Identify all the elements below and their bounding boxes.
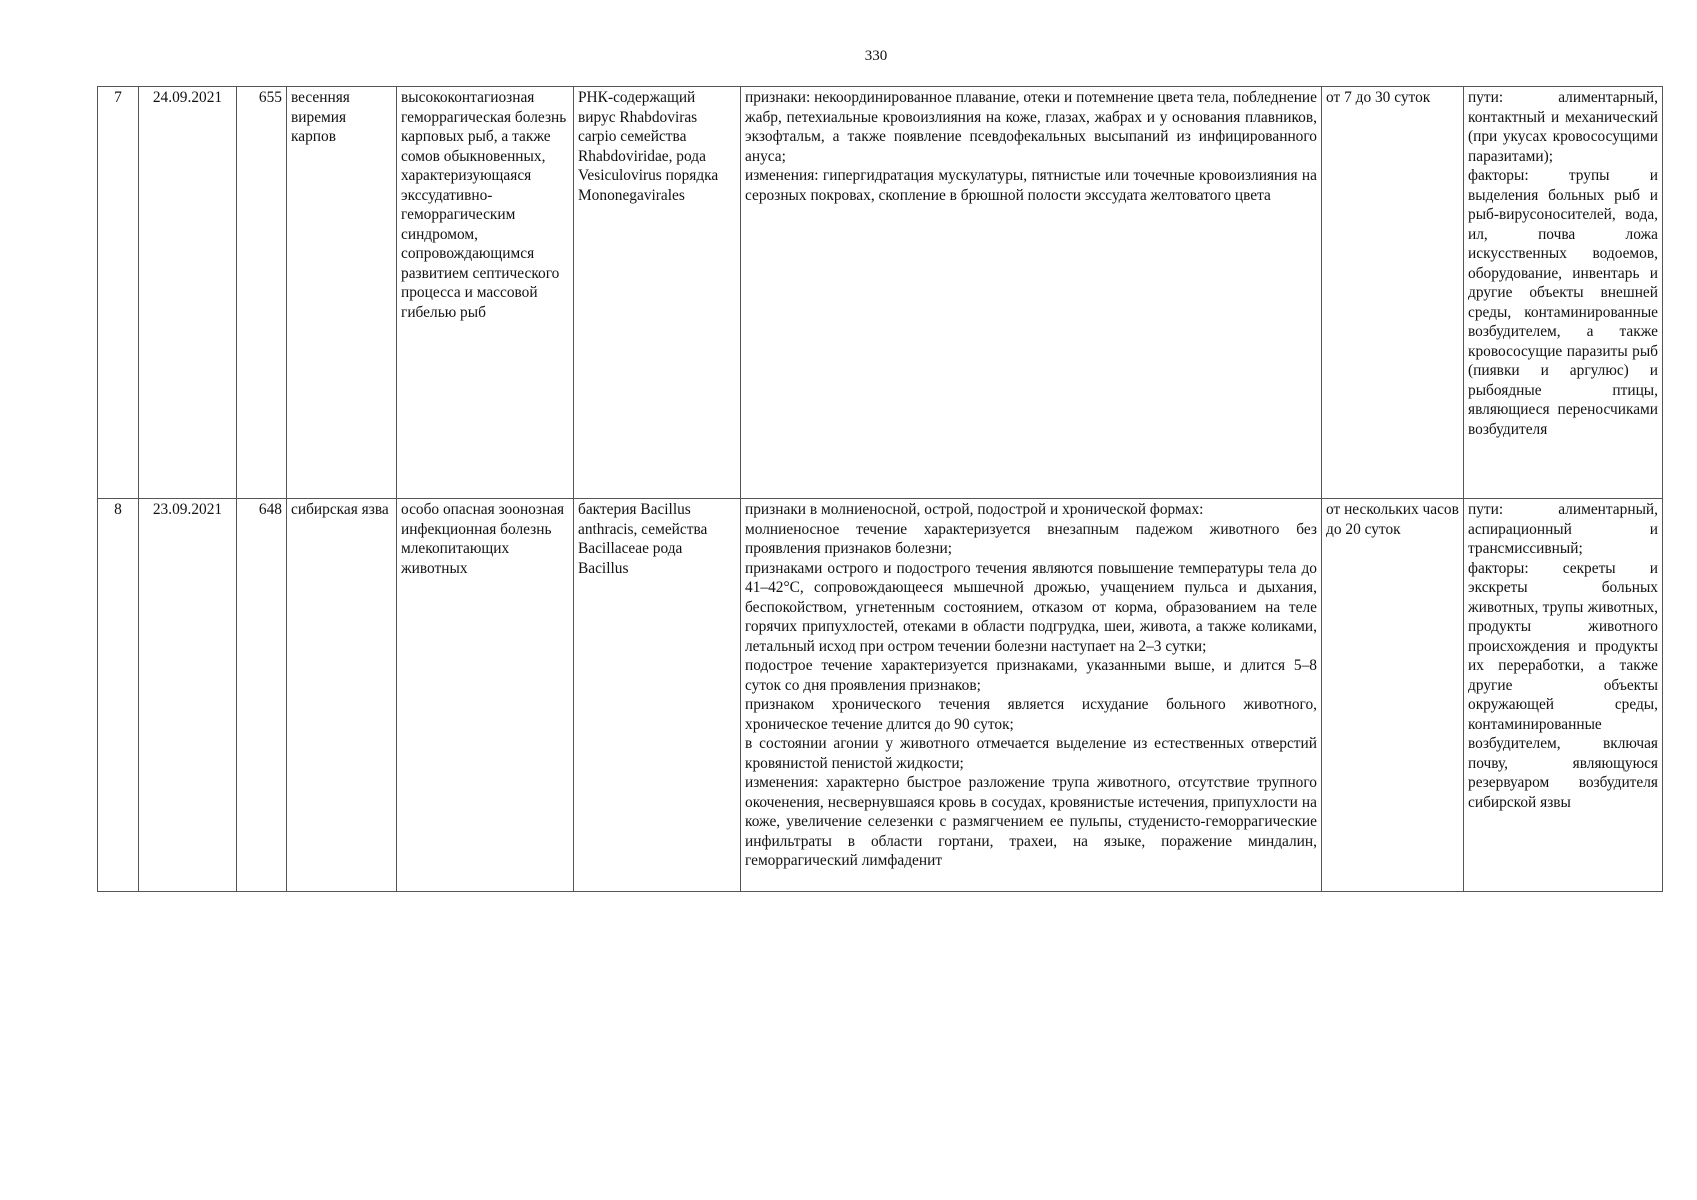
signs-paragraph: признаки: некоординированное плавание, отеки и потемнение цвета тела, побледнение жабр, петехиальные кровоизлияния на коже, глазах, жабрах и у основания плавников, экзофтальм, а также появление псевдофекальных высыпаний из инфицированного ануса;: [745, 89, 1317, 165]
signs-paragraph: признаки в молниеносной, острой, подострой и хронической формах:: [745, 501, 1204, 518]
row-date: 23.09.2021: [139, 499, 237, 892]
signs-paragraph: признаком хронического течения является исхудание больного животного, хроническое течение длится до 90 суток;: [745, 696, 1317, 733]
routes-paragraph: факторы: секреты и экскреты больных животных, трупы животных, продукты животного происхождения и продукты их переработки, а также другие объекты окружающей среды, контаминированные возбудителем, включая почву, являющуюся резервуаром возбудителя сибирской язвы: [1468, 559, 1658, 811]
disease-signs: [741, 499, 1322, 892]
transmission-routes: [1464, 87, 1663, 499]
disease-definition: высококонтагиозная геморрагическая болезнь карповых рыб, а также сомов обыкновенных, характеризующаяся экссудативно-геморрагическим синдромом, сопровождающимся развитием септического процесса и массовой гибелью рыб: [397, 87, 574, 499]
incubation-period: от нескольких часов до 20 суток: [1322, 499, 1464, 892]
signs-paragraph: изменения: характерно быстрое разложение трупа животного, отсутствие трупного окоченения, несвернувшаяся кровь в сосудах, кровянистые истечения, припухлости на коже, увеличение селезенки с размягчением ее пульпы, студенисто-геморрагические инфильтраты в области гортани, трахеи, на языке, поражение миндалин, геморрагический лимфаденит: [745, 774, 1317, 869]
signs-paragraph: изменения: гипергидратация мускулатуры, пятнистые или точечные кровоизлияния на серозных покровах, скопление в брюшной полости экссудата желтоватого цвета: [745, 167, 1317, 204]
page-number: 330: [864, 48, 888, 64]
signs-paragraph: подострое течение характеризуется признаками, указанными выше, и длится 5–8 суток со дня проявления признаков;: [745, 657, 1317, 694]
disease-agent: бактерия Bacillus anthracis, семейства Bacillaceae рода Bacillus: [574, 499, 741, 892]
disease-definition: особо опасная зоонозная инфекционная болезнь млекопитающих животных: [397, 499, 574, 892]
routes-paragraph: пути: алиментарный, контактный и механический (при укусах кровососущими паразитами);: [1468, 89, 1658, 165]
routes-paragraph: пути: алиментарный, аспирационный и трансмиссивный;: [1468, 501, 1658, 557]
table-row: [98, 499, 1663, 892]
transmission-routes: [1464, 499, 1663, 892]
routes-paragraph: факторы: трупы и выделения больных рыб и рыб-вирусоносителей, вода, ил, почва ложа искусственных водоемов, оборудование, инвентарь и другие объекты внешней среды, контаминированные возбудителем, а также кровососущие паразиты рыб (пиявки и аргулюс) и рыбоядные птицы, являющиеся переносчиками возбудителя: [1468, 167, 1658, 438]
signs-paragraph: молниеносное течение характеризуется внезапным падежом животного без проявления признаков болезни;: [745, 520, 1317, 557]
signs-paragraph: признаками острого и подострого течения являются повышение температуры тела до 41–42°С, сопровождающееся мышечной дрожью, учащением пульса и дыхания, беспокойством, угнетенным состоянием, отказом от корма, образованием на теле горячих припухлостей, отеками в области подгрудка, шеи, живота, а также коликами, летальный исход при остром течении болезни наступает на 2–3 сутки;: [745, 559, 1317, 655]
incubation-period: от 7 до 30 суток: [1322, 87, 1464, 499]
disease-signs: [741, 87, 1322, 499]
disease-agent: РНК-содержащий вирус Rhabdoviras carpio семейства Rhabdoviridae, рода Vesiculovirus порядка Mononegavirales: [574, 87, 741, 499]
table-row: [98, 87, 1663, 499]
row-number: 7: [98, 87, 139, 499]
signs-paragraph: в состоянии агонии у животного отмечается выделение из естественных отверстий кровянистой пенистой жидкости;: [745, 735, 1317, 772]
disease-name: весенняя виремия карпов: [287, 87, 397, 499]
disease-table: [97, 86, 1663, 892]
row-code: 648: [237, 499, 287, 892]
row-code: 655: [237, 87, 287, 499]
row-date: 24.09.2021: [139, 87, 237, 499]
row-number: 8: [98, 499, 139, 892]
disease-name: сибирская язва: [287, 499, 397, 892]
